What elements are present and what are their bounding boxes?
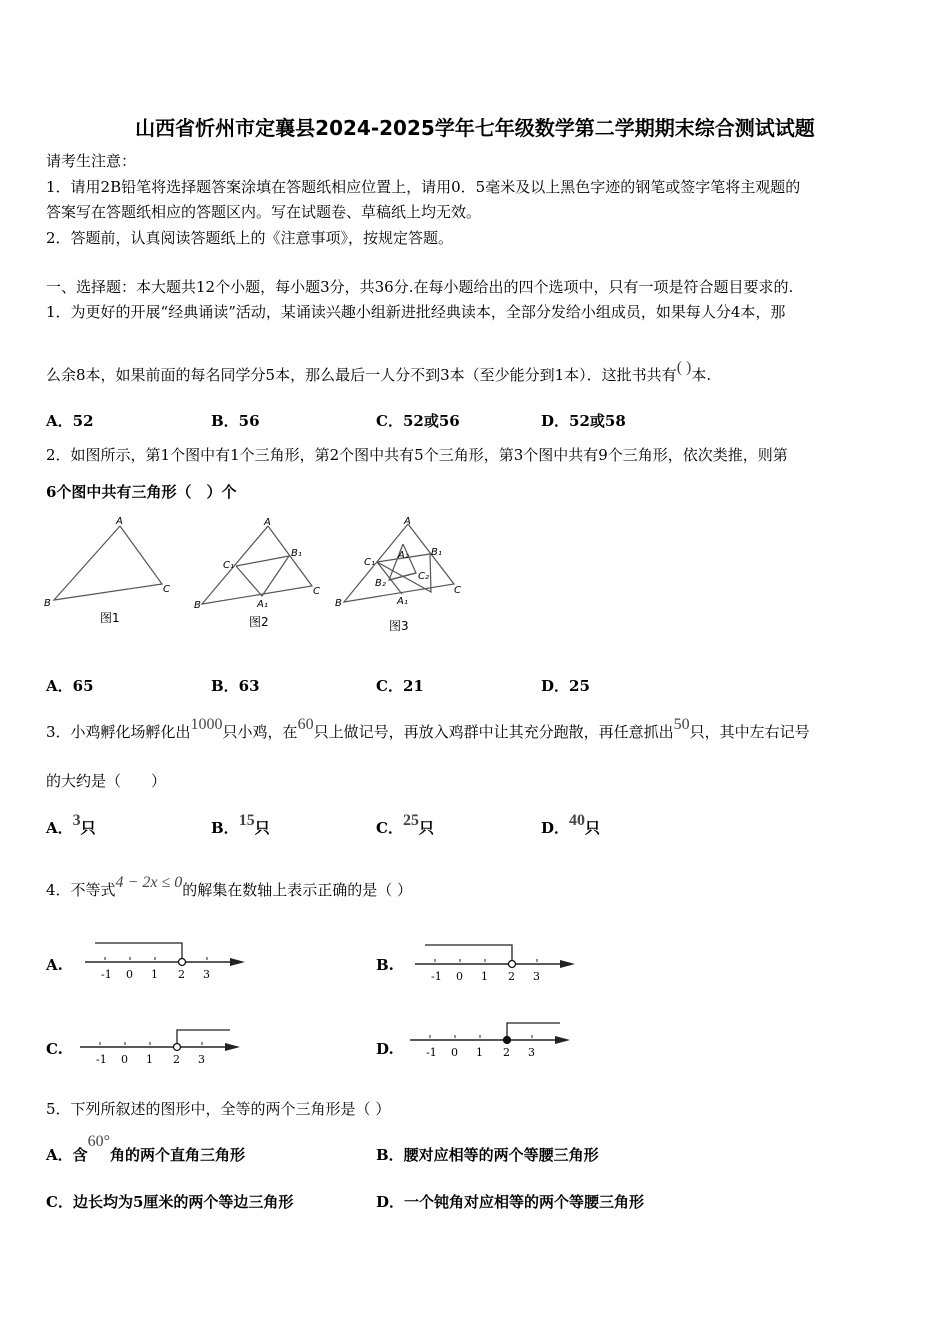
fig2-label-a1: A₁: [257, 599, 268, 610]
fig3-label-b1: B₁: [431, 547, 442, 558]
fig3-label-a2: A₂: [398, 550, 409, 561]
q4-text-1: 4．不等式: [46, 881, 116, 899]
fig3-label-a: A: [404, 516, 411, 527]
q1-option-c[interactable]: C．52或56: [376, 412, 460, 430]
q3-text-3: 只上做记号，再放入鸡群中让其充分跑散，再任意抓出: [313, 723, 674, 741]
q1-text: 1．为更好的开展“经典诵读”活动，某诵读兴趣小组新进批经典读本，全部分发给小组成员，如果每人分4本，那: [46, 303, 786, 321]
fig3-label-b2: B₂: [375, 578, 386, 589]
answer-blank: ( ): [676, 359, 692, 376]
q1-option-b[interactable]: B．56: [211, 412, 260, 430]
fig2-label-b: B: [194, 600, 201, 611]
tick-label: 2: [508, 970, 515, 983]
tick-label: 1: [151, 968, 158, 981]
inequality-expr: 4 − 2x ≤ 0: [115, 874, 183, 891]
tick-label: 3: [198, 1053, 205, 1066]
q2-option-a[interactable]: A．65: [46, 677, 94, 695]
tick-label: 0: [456, 970, 463, 983]
tick-label: 3: [203, 968, 210, 981]
q5-option-d[interactable]: D．一个钝角对应相等的两个等腰三角形: [376, 1193, 645, 1211]
triangle-figures: [30, 510, 470, 640]
tick-label: 1: [146, 1053, 153, 1066]
notice-item-2: 2．答题前，认真阅读答题纸上的《注意事项》，按规定答题。: [46, 229, 454, 247]
option-text: A．含: [46, 1146, 88, 1164]
option-letter: B．: [211, 819, 239, 837]
fig2-caption: 图2: [249, 615, 269, 629]
q2-option-c[interactable]: C．21: [376, 677, 424, 695]
option-value: 25: [402, 812, 419, 829]
q3-option-c[interactable]: [376, 812, 434, 838]
fig1-label-a: A: [116, 516, 123, 527]
q4-option-a[interactable]: A.: [46, 956, 63, 974]
q1-text-c: 本.: [691, 366, 712, 384]
math-60-degrees: 60°: [87, 1133, 111, 1150]
option-letter: C．: [376, 819, 403, 837]
q3-text-1: 3．小鸡孵化场孵化出: [46, 723, 191, 741]
q1-text-b: 么余8本，如果前面的每名同学分5本，那么最后一人分不到3本（至少能分到1本）．这批书共有: [46, 366, 677, 384]
q5-option-b[interactable]: B．腰对应相等的两个等腰三角形: [376, 1146, 599, 1164]
q1-option-a[interactable]: A．52: [46, 412, 94, 430]
q2-text: 2．如图所示，第1个图中有1个三角形，第2个图中共有5个三角形，第3个图中共有9个三角形，依次类推，则第: [46, 446, 788, 464]
option-value: 3: [72, 812, 81, 829]
tick-label: 2: [178, 968, 185, 981]
option-unit: 只: [418, 819, 434, 837]
tick-label: -1: [101, 968, 112, 981]
q4-text-2: 的解集在数轴上表示正确的是（ ）: [182, 881, 413, 899]
q3-option-a[interactable]: [46, 812, 96, 838]
q3-option-d[interactable]: [541, 812, 601, 838]
option-letter: A．: [46, 819, 73, 837]
math-50: 50: [673, 716, 690, 733]
endpoint-marker: [509, 961, 516, 968]
page-title: 山西省忻州市定襄县2024-2025学年七年级数学第二学期期末综合测试试题: [135, 116, 815, 140]
notice-item-1: 1．请用2B铅笔将选择题答案涂填在答题纸相应位置上，请用0．5毫米及以上黑色字迹的钢笔或签字笔将主观题的: [46, 178, 801, 196]
tick-label: 0: [126, 968, 133, 981]
tick-label: 2: [173, 1053, 180, 1066]
tick-label: 3: [528, 1046, 535, 1059]
fig2-label-a: A: [264, 517, 271, 528]
tick-label: 3: [533, 970, 540, 983]
option-unit: 只: [254, 819, 270, 837]
q3-text: [46, 716, 810, 742]
q2-text-cont: 6个图中共有三角形（ ）个: [46, 483, 237, 501]
tick-label: 2: [503, 1046, 510, 1059]
option-value: 15: [238, 812, 255, 829]
option-unit: 只: [80, 819, 96, 837]
tick-label: -1: [426, 1046, 437, 1059]
fig2-label-b1: B₁: [291, 548, 302, 559]
endpoint-marker: [174, 1044, 181, 1051]
fig3-label-c: C: [454, 585, 461, 596]
q5-option-c[interactable]: C．边长均为5厘米的两个等边三角形: [46, 1193, 294, 1211]
notice-heading: 请考生注意：: [46, 152, 137, 170]
option-unit: 只: [585, 819, 601, 837]
fig3-label-a1: A₁: [397, 596, 408, 607]
fig3-label-c1: C₁: [364, 557, 375, 568]
option-text: 角的两个直角三角形: [110, 1146, 246, 1164]
fig3-label-c2: C₂: [418, 571, 429, 582]
fig2-label-c1: C₁: [223, 560, 234, 571]
tick-label: -1: [96, 1053, 107, 1066]
number-line-b: [410, 942, 600, 987]
fig1-label-b: B: [44, 598, 51, 609]
tick-label: 1: [476, 1046, 483, 1059]
option-letter: D．: [541, 819, 570, 837]
section-heading: 一、选择题：本大题共12个小题，每小题3分，共36分.在每小题给出的四个选项中，只有一项是符合题目要求的.: [46, 278, 794, 296]
tick-label: 1: [481, 970, 488, 983]
q3-text-2: 只小鸡，在: [222, 723, 298, 741]
math-1000: 1000: [190, 716, 223, 733]
q2-option-d[interactable]: D．25: [541, 677, 590, 695]
q4-option-b[interactable]: B.: [376, 956, 394, 974]
q1-text-cont: [46, 359, 712, 385]
notice-item-1-cont: 答案写在答题纸相应的答题区内。写在试题卷、草稿纸上均无效。: [46, 203, 482, 221]
fig1-label-c: C: [163, 584, 170, 595]
q3-text-4: 只，其中左右记号: [689, 723, 810, 741]
q5-text: 5．下列所叙述的图形中，全等的两个三角形是（ ）: [46, 1100, 391, 1118]
q2-option-b[interactable]: B．63: [211, 677, 260, 695]
tick-label: 0: [121, 1053, 128, 1066]
fig3-label-b: B: [335, 598, 342, 609]
number-line-c: [75, 1025, 265, 1070]
endpoint-marker: [504, 1037, 511, 1044]
q4-option-c[interactable]: C.: [46, 1040, 63, 1058]
tick-label: 0: [451, 1046, 458, 1059]
q4-text: [46, 874, 413, 900]
q1-option-d[interactable]: D．52或58: [541, 412, 626, 430]
option-value: 40: [569, 812, 586, 829]
q3-text-cont: 的大约是（ ）: [46, 772, 167, 790]
endpoint-marker: [179, 959, 186, 966]
math-60: 60: [297, 716, 314, 733]
q4-option-d[interactable]: D.: [376, 1040, 394, 1058]
fig1-caption: 图1: [100, 611, 120, 625]
tick-label: -1: [431, 970, 442, 983]
fig3-caption: 图3: [389, 619, 409, 633]
number-line-d: [405, 1018, 595, 1063]
fig2-label-c: C: [313, 586, 320, 597]
q3-option-b[interactable]: [211, 812, 270, 838]
number-line-a: [80, 940, 270, 985]
q5-option-a[interactable]: [46, 1133, 246, 1165]
